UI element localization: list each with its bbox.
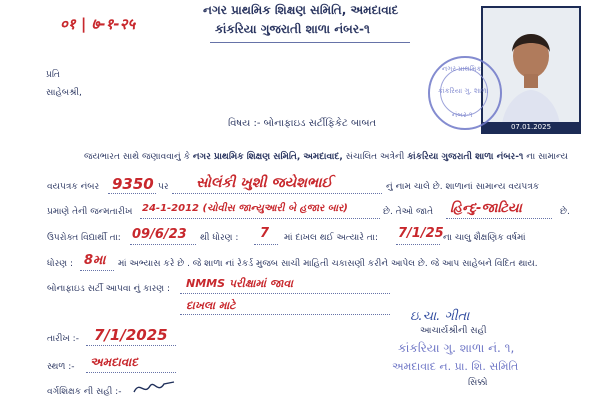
body-line-5-label: ધોરણ :: [47, 259, 74, 269]
place-value-line: [86, 372, 176, 373]
date-value: 7/1/2025: [94, 326, 168, 344]
header-underline: [210, 42, 410, 43]
student-name: સોલંકી ખુશી જયેશભાઈ: [196, 175, 333, 191]
date-label: તારીખ :-: [47, 334, 79, 344]
date-of-birth: 24-1-2012 (ચોવીસ જાન્યુઆરી બે હજાર બાર): [142, 203, 348, 214]
teacher-signature-icon: [132, 376, 176, 398]
seal-line-1: કાંકરિયા ગુ. શાળા નં. ૧,: [398, 341, 515, 355]
principal-signature-label: આચાર્યશ્રીની સહી: [420, 326, 487, 336]
organization-name: નગર પ્રાથમિક શિક્ષણ સમિતિ, અમદાવાદ: [203, 3, 399, 17]
body-line-4-label: ઉપરોક્ત વિદ્યાર્થી તા:: [47, 233, 121, 243]
reason-value-line-2: દાખલા માટે: [186, 299, 236, 312]
teacher-signature-label: વર્ગશિક્ષક ની સહી :-: [47, 387, 122, 397]
date-of-birth-line: [140, 218, 380, 219]
current-date-line: [396, 244, 440, 245]
admission-date-line: [130, 244, 196, 245]
body-text: ના ચાલુ શૈક્ષણિક વર્ષમાં: [443, 233, 526, 243]
place-label: સ્થળ :-: [47, 362, 75, 372]
stamp-text-top: નગર પ્રાથમિક: [442, 65, 482, 73]
school-stamp: [428, 56, 502, 130]
date-value-line: [86, 345, 176, 346]
stamp-text-bottom: નંબર-૧: [452, 111, 473, 119]
reason-value-line-1: NMMS પરીક્ષામાં જાવા: [186, 277, 293, 290]
admission-standard: 7: [260, 226, 270, 241]
body-line-2-label: વયપત્રક નંબર: [47, 182, 100, 192]
body-text: થી ધોરણ :: [200, 233, 239, 243]
address-line-2: સાહેબશ્રી,: [46, 88, 82, 98]
register-number: 9350: [112, 175, 154, 193]
student-name-line: [172, 193, 382, 194]
body-text: નું નામ ચાલે છે. શાળાનાં સામાન્ય વયપત્રક: [386, 182, 540, 192]
caste: હિન્દુ-જાટિયા: [450, 201, 522, 216]
current-standard: 8મા: [84, 253, 106, 268]
body-line-3-label: પ્રમાણે તેની જન્મતારીખ: [47, 207, 133, 217]
reference-number: ०१ | ७-१-२५: [60, 15, 136, 33]
seal-label: સિક્કો: [468, 378, 488, 388]
current-date: 7/1/25: [398, 226, 444, 241]
school-ref: કાંકરિયા ગુજરાતી શાળા નંબર-૧: [407, 152, 524, 162]
place-value: અમદાવાદ: [90, 355, 138, 369]
register-number-line: [108, 193, 156, 194]
reason-label: બોનાફાઇડ સર્ટી આપવા નું કારણ :: [47, 284, 171, 294]
stamp-text-mid: કાંકરિયા ગુ. શાળા: [438, 87, 489, 95]
body-text: છે. તેઓ જાતે: [383, 207, 434, 217]
school-name: કાંકરિયા ગુજરાતી શાળા નંબર-૧: [215, 22, 370, 36]
body-text: માં અભ્યાસ કરે છે . જે શાળા નાં રેકર્ડ મુજબ સાચી માહિતી ચકાસણી કરીને આપેલ છે. જે આપ સાહેબને વિદિત થાય.: [118, 259, 538, 269]
body-text: છે.: [560, 207, 570, 217]
body-text: ના સામાન્ય: [526, 152, 568, 162]
reason-line-2: [180, 314, 390, 315]
org-ref: નગર પ્રાથમિક શિક્ષણ સમિતિ, અમદાવાદ,: [192, 152, 343, 162]
body-line-1: [84, 152, 568, 162]
photo-date: 07.01.2025: [483, 122, 579, 132]
body-text: પર: [158, 182, 169, 192]
caste-line: [446, 218, 552, 219]
reason-line-1: [180, 293, 390, 294]
address-line-1: પ્રતિ: [46, 70, 60, 80]
principal-signature: ઇ.ચા. ગીતા: [410, 309, 470, 324]
body-text: સંચાલિત અત્રેની: [345, 152, 405, 162]
body-text: જયભારત સાથે જણાવવાનું કે: [84, 152, 190, 162]
subject-line: વિષય :- બોનાફાઇડ સર્ટીફિકેટ બાબત: [228, 118, 377, 129]
student-portrait-icon: [483, 8, 579, 132]
admission-date: 09/6/23: [132, 227, 187, 242]
admission-standard-line: [254, 244, 278, 245]
body-text: માં દાખલ થઈ અત્યારે તા:: [284, 233, 378, 243]
seal-line-2: અમદાવાદ ન. પ્રા. શિ. સમિતિ: [392, 360, 519, 373]
student-photo: [481, 6, 581, 134]
current-standard-line: [80, 270, 114, 271]
